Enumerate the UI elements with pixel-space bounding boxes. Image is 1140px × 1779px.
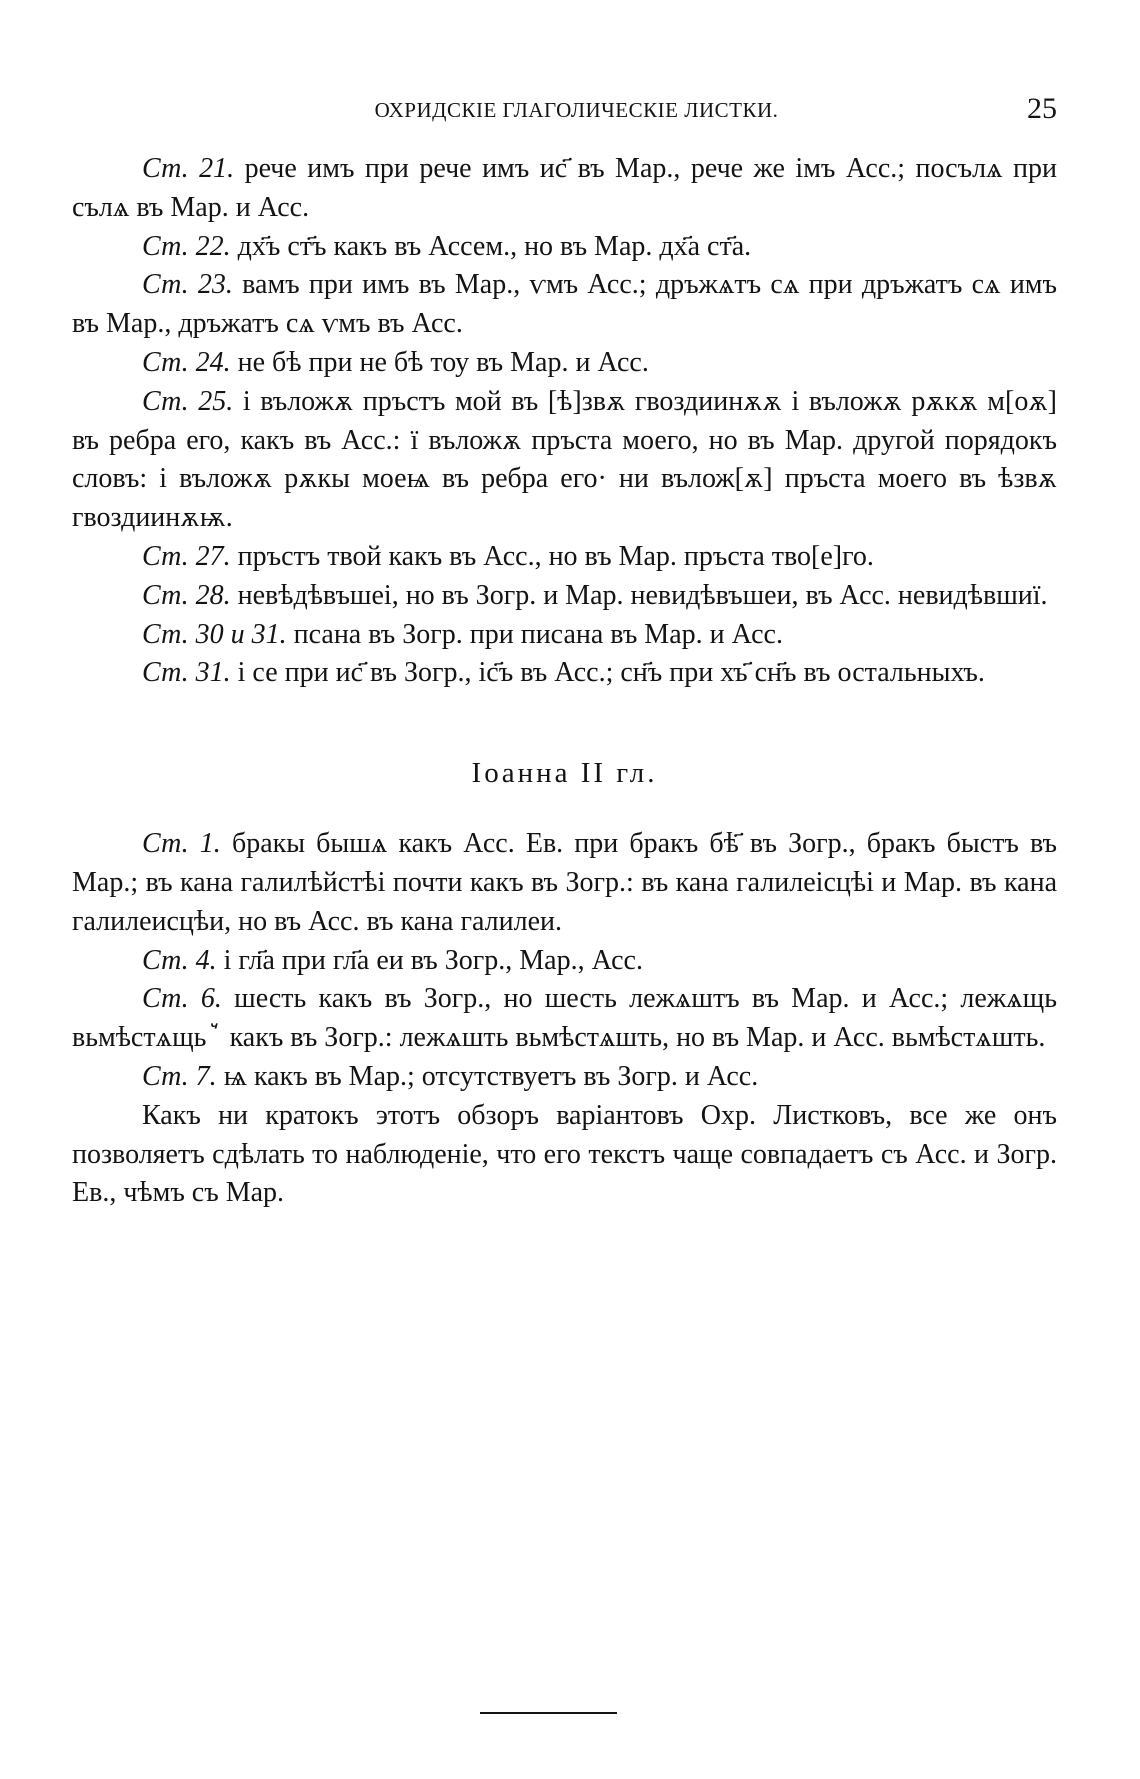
verse-label: Ст. 28. <box>142 579 231 611</box>
verse-label: Ст. 21. <box>142 153 235 184</box>
closing-rule <box>480 1712 617 1714</box>
verse-label: Ст. 27. <box>142 540 231 572</box>
verse-note <box>72 538 1057 577</box>
verse-note <box>72 654 1057 693</box>
verse-label: Ст. 31. <box>142 657 231 689</box>
verse-text: пръстъ твой какъ въ Асс., но въ Мар. пръста тво[е]го. <box>230 540 874 572</box>
verse-text: псана въ Зогр. при писана въ Мар. и Асс. <box>286 618 783 650</box>
verse-label: Ст. 30 и 31. <box>142 618 287 650</box>
verse-text: і въложѫ пръстъ мой въ [ѣ]звѫ гвоздиинѫѫ і въложѫ рѫкѫ м[оѫ] въ ребра его, какъ въ Асс.: ї въложѫ пръста моего, но въ Мар. другой порядокъ словъ: і въложѫ рѫкы моеѩ въ ребра его· ни вълож[ѫ] пръста моего въ ѣзвѫ гвоздиинѫѭ. <box>72 385 1057 534</box>
verse-text: і гл҃а при гл҃а еи въ Зогр., Мар., Асс. <box>216 944 643 976</box>
verse-label: Ст. 7. <box>142 1060 217 1092</box>
verse-text: рече имъ при рече имъ ис҃ въ Мар., рече же імъ Асс.; посълѧ при сълѧ въ Мар. и Асс. <box>72 153 1058 223</box>
verse-note <box>72 1058 1057 1097</box>
verse-note <box>72 942 1057 981</box>
verse-label: Ст. 4. <box>142 944 217 976</box>
page-number: 25 <box>1027 92 1057 125</box>
verse-text: бракы бышѧ какъ Асс. Ев. при бракъ бѣ҃ въ Зогр., бракъ быстъ въ Мар.; въ кана галилѣйстѣі почти какъ въ Зогр.: въ кана галилеiсцѣі и Мар. въ кана галилеисцѣи, но въ Асс. въ кана галилеи. <box>72 828 1058 937</box>
verse-text: ѩ какъ въ Мар.; отсутствуетъ въ Зогр. и Асс. <box>216 1060 759 1092</box>
verse-note <box>72 616 1057 655</box>
verse-note <box>72 228 1057 267</box>
verse-label: Ст. 22. <box>142 230 231 262</box>
verse-text: невѣдѣвъшеі, но въ Зогр. и Мар. невидѣвъшеи, въ Асс. невидѣвшиї. <box>230 579 1048 611</box>
verse-note <box>72 383 1057 538</box>
verse-note <box>72 266 1057 344</box>
section-john-20 <box>72 150 1057 693</box>
verse-label: Ст. 23. <box>142 269 233 301</box>
verse-label: Ст. 25. <box>142 385 234 417</box>
page-header <box>72 92 1057 132</box>
conclusion-paragraph <box>72 1097 1057 1213</box>
conclusion-text: Какъ ни кратокъ этотъ обзоръ варіантовъ Охр. Листковъ, все же онъ позволяетъ сдѣлать то наблюденіе, что его текстъ чаще совпадаетъ съ Асс. и Зогр. Ев., чѣмъ съ Мар. <box>72 1099 1057 1209</box>
verse-label: Ст. 24. <box>142 346 231 378</box>
verse-text: вамъ при имъ въ Мар., ѵмъ Асс.; дръжѧтъ сѧ при дръжатъ сѧ имъ въ Мар., дръжатъ сѧ ѵмъ въ Асс. <box>72 269 1057 340</box>
verse-label: Ст. 6. <box>142 983 222 1015</box>
section-heading: Іоанна II гл. <box>471 757 658 790</box>
verse-note <box>72 980 1057 1058</box>
body-text <box>72 150 1057 1213</box>
section-john-2 <box>72 825 1057 1213</box>
running-title: ОХРИДСКІЕ ГЛАГОЛИЧЕСКІЕ ЛИСТКИ. <box>374 98 779 122</box>
verse-text: не бѣ при не бѣ тоу въ Мар. и Асс. <box>230 346 649 378</box>
verse-text: і се при ис҃ въ Зогр., іс҃ъ въ Асс.; сн҃ъ при хъ҃ сн҃ъ въ остальныхъ. <box>230 657 985 689</box>
verse-note <box>72 150 1057 228</box>
verse-label: Ст. 1. <box>142 828 221 860</box>
verse-text: шесть какъ въ Зогр., но шесть лежѧштъ въ Мар. и Асс.; лежѧщь вьмѣстѧщьꙿ какъ въ Зогр.: лежѧшть вьмѣстѧшть, но въ Мар. и Асс. вьмѣстѧшть. <box>72 983 1058 1054</box>
verse-note <box>72 577 1057 616</box>
verse-note <box>72 825 1057 941</box>
verse-text: дх҃ъ ст҃ъ какъ въ Ассем., но въ Мар. дх҃а ст҃а. <box>230 230 752 262</box>
verse-note <box>72 344 1057 383</box>
